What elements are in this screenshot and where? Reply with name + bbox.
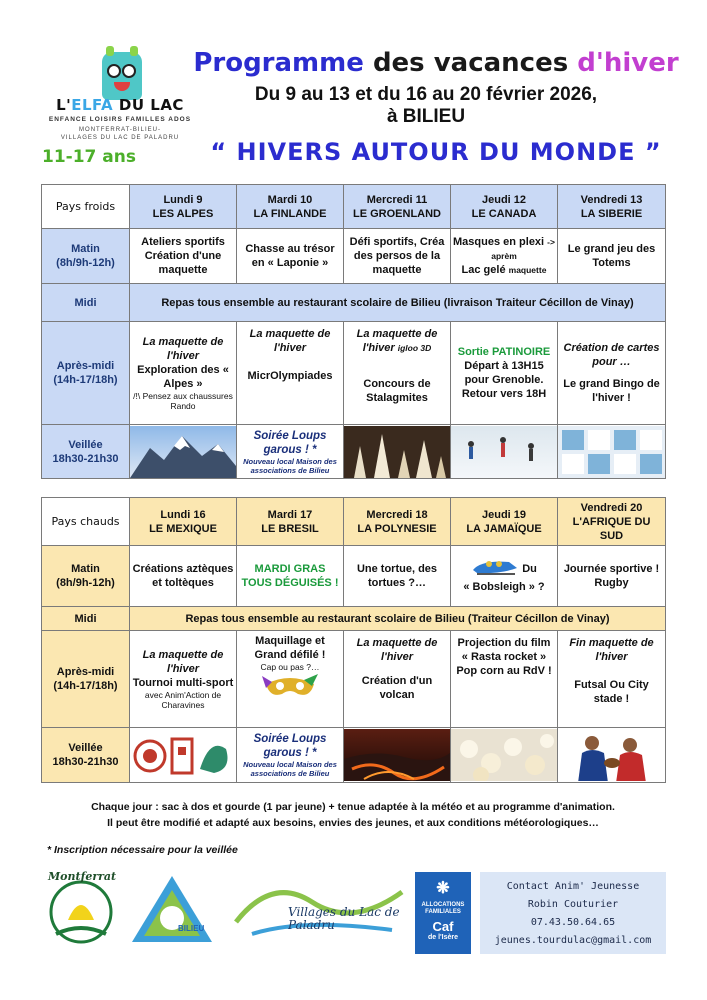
inscription-note: * Inscription nécessaire pour la veillée — [47, 844, 238, 856]
table-row — [42, 425, 666, 479]
bilieu-logo: BILIEU — [128, 872, 216, 948]
veillee-event: Soirée Loups garous ! * Nouveau local Maison des associations de Bilieu — [237, 425, 344, 479]
lunch-info: Repas tous ensemble au restaurant scolaire de Bilieu (Traiteur Cécillon de Vinay) — [130, 607, 666, 631]
activity-cell: Projection du film « Rasta rocket » Pop corn au RdV ! — [451, 631, 558, 728]
caf-logo: ❋ ALLOCATIONS FAMILIALES Caf de l'Isère — [415, 872, 471, 954]
stalagmites-photo — [344, 425, 451, 479]
day-header: Mercredi 11 LE GROENLAND — [344, 185, 451, 229]
bingo-cards-photo — [558, 425, 666, 479]
activity-cell: Une tortue, des tortues ?… — [344, 546, 451, 607]
monster-mascot-icon — [102, 52, 142, 100]
bobsleigh-icon — [471, 558, 519, 580]
activity-cell: Journée sportive ! Rugby — [558, 546, 666, 607]
veillee-event: Soirée Loups garous ! * Nouveau local Maison des associations de Bilieu — [237, 728, 344, 783]
activity-cell: La maquette de l'hiver Création d'un volcan — [344, 631, 451, 728]
ice-skating-photo — [451, 425, 558, 479]
day-header: Mercredi 18 LA POLYNESIE — [344, 498, 451, 546]
activity-cell: Fin maquette de l'hiver Futsal Ou City stade ! — [558, 631, 666, 728]
daily-notes: Chaque jour : sac à dos et gourde (1 par jeune) + tenue adaptée à la météo et au programme d'animation. Il peut être modifié et adapté aux besoins, envies des jeunes, et aux conditions météorologiques… — [91, 801, 615, 829]
table-row — [42, 546, 666, 607]
week-category: Pays froids — [42, 185, 130, 229]
row-label-matin: Matin (8h/9h-12h) — [42, 229, 130, 284]
table-row — [42, 284, 666, 322]
activity-cell: Défi sportifs, Créa des persos de la maquette — [344, 229, 451, 284]
activity-cell: La maquette de l'hiver Tournoi multi-sport avec Anim'Action de Charavines — [130, 631, 237, 728]
activity-cell: Chasse au trésor en « Laponie » — [237, 229, 344, 284]
row-label-midi: Midi — [42, 284, 130, 322]
week2-table — [41, 497, 666, 783]
activity-cell: Maquillage et Grand défilé ! Cap ou pas ?… — [237, 631, 344, 728]
table-row — [42, 229, 666, 284]
day-header: Jeudi 19 LA JAMAÏQUE — [451, 498, 558, 546]
activity-cell: Sortie PATINOIRE Départ à 13H15 pour Grenoble. Retour vers 18H — [451, 322, 558, 425]
villages-lac-paladru-logo: Villages du Lac de Paladru — [232, 872, 408, 948]
row-label-veillee: Veillée 18h30-21h30 — [42, 728, 130, 783]
activity-cell: Masques en plexi -> aprèm Lac gelé maquette — [451, 229, 558, 284]
elfa-logo-name: L'ELFA DU LAC — [56, 96, 184, 114]
activity-cell: La maquette de l'hiver Exploration des « Alpes » /!\ Pensez aux chaussures Rando — [130, 322, 237, 425]
table-row — [42, 322, 666, 425]
table-header-row — [42, 498, 666, 546]
contact-email[interactable]: jeunes.tourdulac@gmail.com — [494, 935, 652, 946]
table-header-row — [42, 185, 666, 229]
day-header: Vendredi 13 LA SIBERIE — [558, 185, 666, 229]
elfa-logo-tagline: ENFANCE LOISIRS FAMILLES ADOS — [48, 116, 192, 123]
activity-cell: La maquette de l'hiver igloo 3D Concours de Stalagmites — [344, 322, 451, 425]
activity-cell: La maquette de l'hiver MicrOlympiades — [237, 322, 344, 425]
row-label-midi: Midi — [42, 607, 130, 631]
table-row — [42, 631, 666, 728]
montferrat-logo: Montferrat — [44, 870, 118, 946]
activity-cell: Création de cartes pour … Le grand Bingo de l'hiver ! — [558, 322, 666, 425]
row-label-apres-midi: Après-midi (14h-17/18h) — [42, 631, 130, 728]
caf-family-icon: ❋ — [436, 880, 450, 897]
elfa-logo — [40, 46, 200, 156]
contact-box — [480, 872, 666, 954]
day-header: Mardi 10 LA FINLANDE — [237, 185, 344, 229]
elfa-logo-villages: MONTFERRAT-BILIEU- VILLAGES DU LAC DE PALADRU — [60, 127, 180, 141]
row-label-matin: Matin (8h/9h-12h) — [42, 546, 130, 607]
row-label-veillee: Veillée 18h30-21h30 — [42, 425, 130, 479]
contact-title: Contact Anim' Jeunesse — [506, 881, 640, 892]
day-header: Lundi 16 LE MEXIQUE — [130, 498, 237, 546]
activity-cell: Le grand jeu des Totems — [558, 229, 666, 284]
activity-cell: Créations aztèques et toltèques — [130, 546, 237, 607]
activity-cell: Du « Bobsleigh » ? — [451, 546, 558, 607]
day-header: Mardi 17 LE BRESIL — [237, 498, 344, 546]
page-title: Programme des vacances d'hiver — [193, 48, 679, 78]
aztec-patterns-image — [130, 728, 237, 783]
activity-cell: MARDI GRAS TOUS DÉGUISÉS ! — [237, 546, 344, 607]
popcorn-photo — [451, 728, 558, 783]
activity-cell: Ateliers sportifs Création d'une maquette — [130, 229, 237, 284]
table-row — [42, 607, 666, 631]
mountain-photo — [130, 425, 237, 479]
dates: Du 9 au 13 et du 16 au 20 février 2026, à BILIEU — [254, 84, 598, 127]
week-category: Pays chauds — [42, 498, 130, 546]
age-range: 11-17 ans — [42, 147, 136, 167]
day-header: Jeudi 12 LE CANADA — [451, 185, 558, 229]
volcano-lava-photo — [344, 728, 451, 783]
lunch-info: Repas tous ensemble au restaurant scolaire de Bilieu (livraison Traiteur Cécillon de Vinay) — [130, 284, 666, 322]
row-label-apres-midi: Après-midi (14h-17/18h) — [42, 322, 130, 425]
contact-name: Robin Couturier — [527, 899, 619, 910]
theme-title: “ HIVERS AUTOUR DU MONDE ” — [210, 138, 662, 166]
day-header: Lundi 9 LES ALPES — [130, 185, 237, 229]
week1-table — [41, 184, 666, 479]
carnival-mask-icon — [239, 672, 341, 710]
contact-phone[interactable]: 07.43.50.64.65 — [530, 917, 616, 928]
day-header: Vendredi 20 L'AFRIQUE DU SUD — [558, 498, 666, 546]
table-row — [42, 728, 666, 783]
rugby-players-photo — [558, 728, 666, 783]
